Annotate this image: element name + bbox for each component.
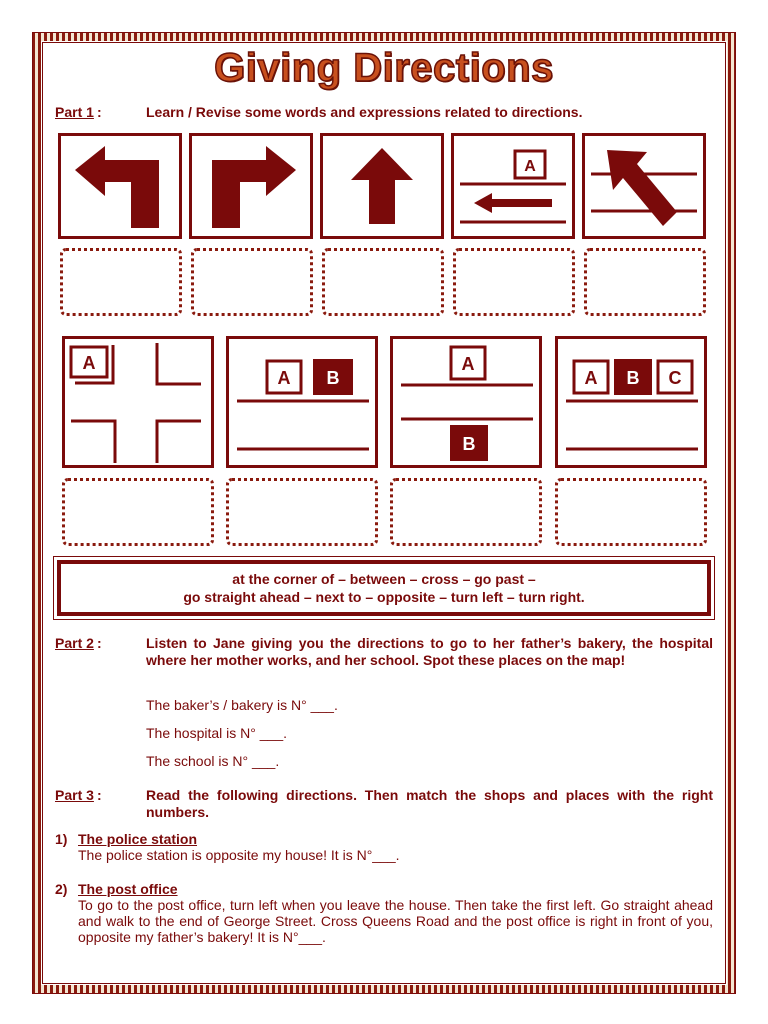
answer-box[interactable] — [555, 478, 707, 546]
part3-colon: : — [97, 787, 102, 803]
cross-arrow-icon — [585, 136, 703, 236]
item-heading: The post office — [78, 881, 178, 897]
item-number: 1) — [55, 831, 68, 847]
straight-ahead-arrow-icon — [323, 136, 441, 236]
answer-box[interactable] — [584, 248, 706, 316]
corner-diagram-icon — [65, 339, 211, 465]
opposite-box — [390, 336, 542, 468]
straight-ahead-box — [320, 133, 444, 239]
letter-c: C — [668, 368, 682, 388]
vocabulary-line-2: go straight ahead – next to – opposite – turn left – turn right. — [183, 589, 585, 605]
go-past-box — [451, 133, 575, 239]
answer-box[interactable] — [322, 248, 444, 316]
vocabulary-line-1: at the corner of – between – cross – go past – — [232, 571, 536, 587]
cross-box — [582, 133, 706, 239]
part3-instruction: Read the following directions. Then match the shops and places with the right numbers. — [146, 787, 713, 820]
part1-label: Part 1 — [55, 104, 94, 120]
answer-box[interactable] — [62, 478, 214, 546]
part1-instruction: Learn / Revise some words and expressions related to directions. — [146, 104, 583, 120]
part1-colon: : — [97, 104, 102, 120]
between-box — [555, 336, 707, 468]
go-past-arrow-icon — [454, 136, 572, 236]
answer-box[interactable] — [453, 248, 575, 316]
next-to-diagram-icon — [229, 339, 375, 465]
item-body: To go to the post office, turn left when you leave the house. Then take the first left. Go straight ahead and walk to the end of George Street. Cross Queens Road and the post office is right in front of you, opposite my father’s bakery! It is N°___. — [78, 897, 713, 945]
letter-a: A — [524, 158, 536, 175]
corner-box — [62, 336, 214, 468]
part2-label: Part 2 — [55, 635, 94, 651]
next-to-box — [226, 336, 378, 468]
turn-left-box — [58, 133, 182, 239]
hospital-question: The hospital is N° ___. — [146, 725, 288, 741]
turn-left-arrow-icon — [61, 136, 179, 236]
school-question: The school is N° ___. — [146, 753, 280, 769]
answer-box[interactable] — [390, 478, 542, 546]
letter-a: A — [584, 368, 598, 388]
answer-box[interactable] — [60, 248, 182, 316]
letter-b: B — [462, 434, 476, 454]
letter-a: A — [277, 368, 291, 388]
page-title: Giving Directions — [214, 46, 554, 90]
vocabulary-box — [57, 560, 711, 616]
answer-box[interactable] — [191, 248, 313, 316]
letter-b: B — [326, 368, 340, 388]
letter-b: B — [626, 368, 640, 388]
opposite-diagram-icon — [393, 339, 539, 465]
item-heading: The police station — [78, 831, 198, 847]
turn-right-arrow-icon — [192, 136, 310, 236]
answer-box[interactable] — [226, 478, 378, 546]
part2-colon: : — [97, 635, 102, 651]
part3-label: Part 3 — [55, 787, 94, 803]
list-item — [55, 831, 713, 863]
letter-a: A — [461, 354, 475, 374]
item-number: 2) — [55, 881, 68, 897]
turn-right-box — [189, 133, 313, 239]
item-body: The police station is opposite my house! It is N°___. — [78, 847, 400, 863]
list-item — [55, 881, 713, 945]
between-diagram-icon — [558, 339, 704, 465]
part2-instruction: Listen to Jane giving you the directions to go to her father’s bakery, the hospital where her mother works, and her school. Spot these places on the map! — [146, 635, 713, 668]
bakery-question: The baker’s / bakery is N° ___. — [146, 697, 338, 713]
letter-a: A — [82, 353, 96, 373]
